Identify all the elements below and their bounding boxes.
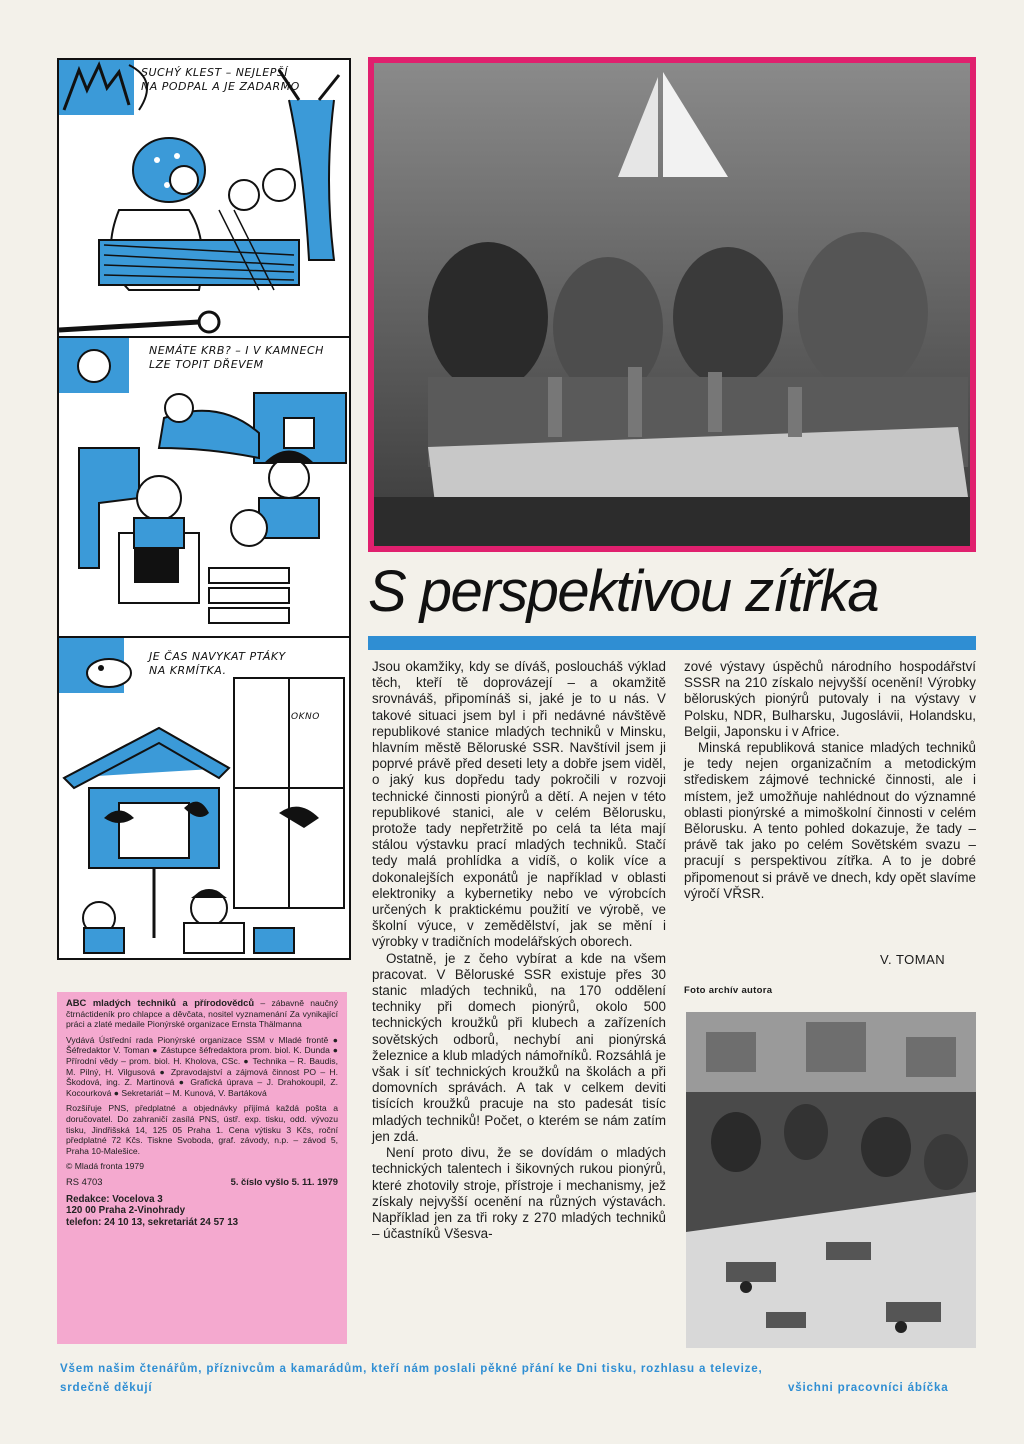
imprint-title: ABC mladých techniků a přírodovědců: [66, 997, 255, 1008]
comic-caption-birdfeeder: JE ČAS NAVYKAT PTÁKY NA KRMÍTKA.: [149, 650, 286, 677]
article-paragraph: zové výstavy úspěchů národního hospodářství SSSR na 210 získalo nejvyšší ocenění! Výrobky běloruských pionýrů putovaly i na výstavy v Polsku, NDR, Bulharsku, Jugoslávii, Holandsku, Belgii, Japonsku i v Africe.: [684, 659, 976, 739]
article-paragraph: Jsou okamžiky, kdy se díváš, posloucháš výklad těch, kteří tě doprovázejí – a okamžitě srovnáváš, připomínáš si, jaké je to u nás. V takové situaci jsem byl i při nedávné návštěvě republikové stanice mladých techniků v Minsku, hlavním městě Běloruské SSR. Navštívil jsem ji poprvé právě před deseti lety a dobře jsem viděl, o jaký kus dopředu tady pokročili v rozvoji technické činnosti pionýrů a dětí. A nejen v této republikové stanici, ale v celém Bělorusku, protože tady nepřetržitě po celá ta léta mají stálou výstavku prací mladých techniků. Stačí tedy malá prohlídka a vidíš, o kolik více a dokonalejších exponátů je například v oblasti elektroniky a kybernetiky nebo ve výrobcích určených k praktickému použití ve výrobě, ve školní výuce, v zemědělství, jak se mění i výrobky v tradičních modelářských oborech.: [372, 659, 666, 950]
main-photo-ship-model: [368, 57, 976, 552]
comic-caption-firewood: SUCHÝ KLEST – NEJLEPŠÍ NA PODPAL A JE ZADARMO: [141, 66, 300, 93]
imprint-rs: RS 4703: [66, 1175, 103, 1187]
article-headline: S perspektivou zítřka: [368, 559, 879, 624]
imprint-address: Redakce: Vocelova 3 120 00 Praha 2-Vinohrady telefon: 24 10 13, sekretariát 24 57 13: [66, 1193, 239, 1228]
article-column-1: [372, 659, 666, 1242]
imprint-box: [57, 992, 347, 1344]
imprint-staff: Vydává Ústřední rada Pionýrské organizace SSM v Mladé frontě ● Šéfredaktor V. Toman ● Zástupce šéfredaktora prom. biol. K. Dunda ● Přírodní vědy – prom. biol. H. Kholova, CSc. ● Technika – R. Baudis, M. Pilný, H. Vilgusová ● Zpravodajství a zájmová činnost PO – H. Škodová, ing. Z. Martinová ● Grafická úprava – J. Drahokoupil, Z. Kocourková ● Sekretariát – M. Kunová, V. Bartáková: [66, 1034, 338, 1098]
photo-credit: Foto archív autora: [684, 985, 773, 996]
author-signature: V. TOMAN: [880, 952, 946, 967]
workshop-photo: [686, 1012, 976, 1348]
imprint-intro: – zábavně naučný čtrnáctideník pro chlapce a děvčata, nositel vyznamenání Za vynikající práci a zlaté medaile Pionýrské organizace Ernsta Thälmanna: [66, 998, 338, 1030]
footer-signoff: všichni pracovníci ábíčka: [788, 1381, 949, 1394]
ship-model-photo-illustration: [368, 57, 976, 552]
comic-panel-firewood: [57, 58, 351, 340]
footer-thanks-line2: srdečně děkují: [60, 1381, 153, 1394]
window-label: OKNO: [291, 712, 320, 722]
article-column-2: [684, 659, 976, 902]
comic-illustration-birdfeeder: [59, 638, 349, 958]
workshop-photo-illustration: [686, 1012, 976, 1348]
article-paragraph: Minská republiková stanice mladých techniků je tedy nejen organizačním a metodickým střediskem zájmové technické činnosti, ale i místem, jež umožňuje nahlédnout do významné oblasti pionýrské a mimoškolní činnosti v celém Bělorusku. A tento pohled dokazuje, že tady – právě tak jako po celém Sovětském svazu – pracují s perspektivou zítřka. A to je dobré připomenout si právě ve dnech, kdy opět slavíme výročí VŘSR.: [684, 740, 976, 901]
imprint-copyright: © Mladá fronta 1979: [66, 1161, 144, 1172]
comic-illustration-stove: [59, 338, 349, 638]
comic-caption-stove: NEMÁTE KRB? – I V KAMNECH LZE TOPIT DŘEVEM: [149, 344, 324, 371]
article-paragraph: Ostatně, je z čeho vybírat a kde na všem pracovat. V Běloruské SSR existuje přes 30 stanic mladých techniků, na 170 oddělení techniky při domech pionýrů, okolo 500 technických kroužků při klubech a zařízeních sovětských odborů, nechybí ani pionýrská železnice a klub mladých námořníků. Rozsáhlá je však i síť technických kroužků na školách a při domovních správách. A tak v celkem deviti tisících kroužků pracuje na sto padesát tisíc mladých techniků! Počet, o kterém se nám zatím jen zdá.: [372, 950, 666, 1144]
comic-illustration-firewood: [59, 60, 349, 338]
imprint-distribution: Rozšiřuje PNS, předplatné a objednávky přijímá každá pošta a doručovatel. Do zahraničí zasílá PNS, ústř. exp. tisku, odd. vývozu tisku, Jindřišská 14, 125 05 Praha 1. Cena výtisku 3 Kčs, roční předplatné 72 Kčs. Tiskne Svoboda, graf. závody, n.p. – závod 5, Praha 10-Malešice.: [66, 1103, 338, 1156]
article-paragraph: Není proto divu, že se dovídám o mladých technických talentech i šikovných rukou pionýrů, které zhotovily stroje, přístroje i mechanismy, jež získaly nejvyšší ocenění na různých výstavách. Například jen za tři roky z 270 mladých techniků – účastníků Všesva-: [372, 1145, 666, 1242]
comic-panel-stove: [57, 336, 351, 640]
imprint-issue: 5. číslo vyšlo 5. 11. 1979: [230, 1175, 338, 1187]
headline-rule: [368, 636, 976, 650]
footer-thanks-line1: Všem našim čtenářům, příznivcům a kamarádům, kteří nám poslali pěkné přání ke Dni tisku, rozhlasu a televize,: [60, 1362, 763, 1375]
comic-panel-birdfeeder: [57, 636, 351, 960]
